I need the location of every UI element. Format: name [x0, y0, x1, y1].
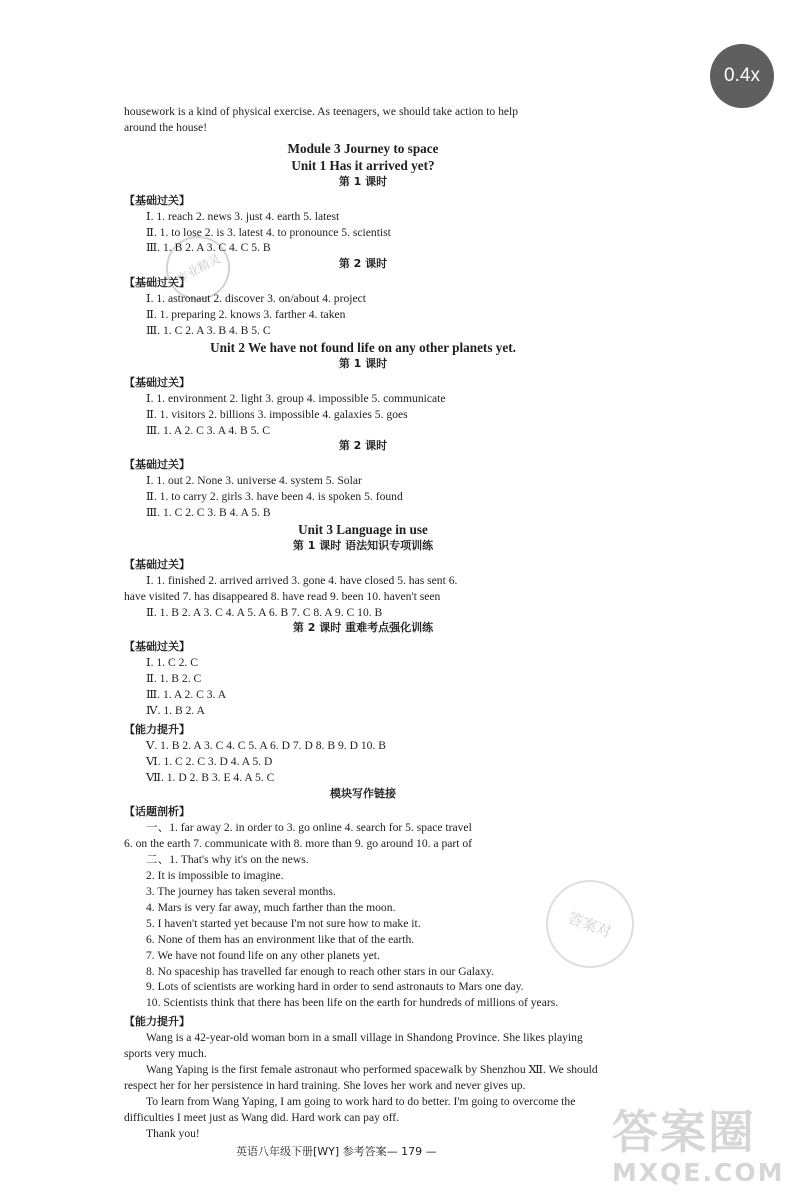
unit3-lesson2-title: 第 2 课时 重难考点强化训练: [292, 621, 434, 635]
answer-line: Ⅱ. 1. to lose 2. is 3. latest 4. to pronounce 5. scientist: [146, 225, 391, 239]
essay-paragraph: Thank you!: [146, 1126, 200, 1140]
answer-line: Ⅰ. 1. reach 2. news 3. just 4. earth 5. latest: [146, 209, 340, 223]
watermark-logo-text: 答案圈: [612, 1105, 756, 1159]
stamp-right-text: 答案对: [565, 908, 615, 941]
sentence-line: 10. Scientists think that there has been life on the earth for hundreds of millions of years.: [146, 996, 559, 1010]
answer-line: Ⅲ. 1. C 2. A 3. B 4. B 5. C: [146, 323, 271, 337]
section-heading: 【基础过关】: [124, 193, 190, 207]
unit1-title: Unit 1 Has it arrived yet?: [291, 157, 435, 173]
answer-line: Ⅲ. 1. A 2. C 3. A: [146, 688, 227, 702]
answer-line-continued: 6. on the earth 7. communicate with 8. more than 9. go around 10. a part of: [124, 837, 473, 851]
sentence-line: 4. Mars is very far away, much farther than the moon.: [146, 900, 396, 914]
sentence-line: 8. No spaceship has travelled far enough to reach other stars in our Galaxy.: [146, 964, 494, 978]
section-heading: 【基础过关】: [124, 640, 190, 654]
essay-paragraph: Wang is a 42-year-old woman born in a small village in Shandong Province. She likes playing sports very much.: [124, 1031, 583, 1061]
page-footer: 英语八年级下册[WY] 参考答案— 179 —: [236, 1145, 437, 1158]
answer-line: Ⅳ. 1. B 2. A: [146, 704, 205, 717]
answer-line: Ⅰ. 1. astronaut 2. discover 3. on/about 4. project: [146, 292, 366, 306]
answer-line: Ⅱ. 1. to carry 2. girls 3. have been 4. is spoken 5. found: [146, 490, 403, 504]
sentence-line: 3. The journey has taken several months.: [146, 884, 336, 898]
sentence-line: 7. We have not found life on any other planets yet.: [146, 948, 380, 962]
answer-line: Ⅲ. 1. A 2. C 3. A 4. B 5. C: [146, 423, 270, 437]
unit1-lesson1-title: 第 1 课时: [338, 174, 388, 188]
essay-paragraph: To learn from Wang Yaping, I am going to work hard to do better. I'm going to overcome the difficulties I meet just as Wang did. Hard work can pay off.: [124, 1094, 576, 1124]
stamp-left-text: 作业精灵: [173, 250, 223, 286]
answer-line: Ⅱ. 1. visitors 2. billions 3. impossible 4. galaxies 5. goes: [146, 407, 408, 421]
zoom-level-badge[interactable]: 0.4x: [710, 44, 774, 108]
sentence-line: 2. It is impossible to imagine.: [146, 869, 284, 883]
answer-line: Ⅴ. 1. B 2. A 3. C 4. C 5. A 6. D 7. D 8. B 9. D 10. B: [146, 738, 386, 752]
answer-line: Ⅱ. 1. B 2. A 3. C 4. A 5. A 6. B 7. C 8. A 9. C 10. B: [146, 605, 383, 619]
answer-page: [124, 104, 602, 1141]
writing-title: 模块写作链接: [330, 786, 396, 800]
essay-paragraph: Wang Yaping is the first female astronaut who performed spacewalk by Shenzhou Ⅻ. We should respect her for her persistence in hard training. She loves her work and never gives up.: [124, 1062, 598, 1092]
intro-line: housework is a kind of physical exercise. As teenagers, we should take action to help: [124, 105, 519, 118]
sentence-line: 5. I haven't started yet because I'm not sure how to make it.: [146, 916, 421, 930]
sentence-line: 6. None of them has an environment like that of the earth.: [146, 932, 415, 946]
intro-line: around the house!: [124, 120, 208, 134]
answer-line: Ⅱ. 1. preparing 2. knows 3. farther 4. taken: [146, 308, 346, 322]
unit2-title: Unit 2 We have not found life on any other planets yet.: [210, 339, 516, 355]
module-title: Module 3 Journey to space: [287, 140, 439, 156]
unit3-lesson1-title: 第 1 课时 语法知识专项训练: [292, 538, 434, 552]
answer-line: Ⅰ. 1. environment 2. light 3. group 4. impossible 5. communicate: [146, 391, 446, 405]
section-heading: 【能力提升】: [124, 722, 190, 736]
section-heading: 【基础过关】: [124, 276, 190, 290]
answer-line: Ⅱ. 1. B 2. C: [146, 672, 202, 686]
sentence-line: 二、1. That's why it's on the news.: [146, 853, 309, 867]
unit2-lesson1-title: 第 1 课时: [338, 356, 388, 370]
section-heading: 【基础过关】: [124, 557, 190, 571]
answer-line: Ⅰ. 1. finished 2. arrived arrived 3. gone 4. have closed 5. has sent 6.: [146, 573, 458, 587]
answer-line: 一、1. far away 2. in order to 3. go online 4. search for 5. space travel: [146, 821, 472, 835]
unit1-lesson2-title: 第 2 课时: [338, 257, 388, 271]
answer-line: Ⅲ. 1. C 2. C 3. B 4. A 5. B: [146, 506, 271, 520]
answer-line: Ⅵ. 1. C 2. C 3. D 4. A 5. D: [146, 754, 273, 768]
section-heading: 【能力提升】: [124, 1015, 190, 1029]
watermark-domain: MXQE.COM: [612, 1158, 785, 1187]
answer-line-continued: have visited 7. has disappeared 8. have read 9. been 10. haven't seen: [124, 589, 441, 603]
site-watermark: [612, 1106, 792, 1198]
unit3-title: Unit 3 Language in use: [298, 521, 428, 537]
sentence-line: 9. Lots of scientists are working hard in order to send astronauts to Mars one day.: [146, 980, 524, 994]
unit2-lesson2-title: 第 2 课时: [338, 439, 388, 453]
answer-line: Ⅲ. 1. B 2. A 3. C 4. C 5. B: [146, 241, 271, 255]
section-heading: 【基础过关】: [124, 375, 190, 389]
section-heading: 【基础过关】: [124, 458, 190, 472]
answer-line: Ⅰ. 1. C 2. C: [146, 656, 198, 670]
answer-line: Ⅰ. 1. out 2. None 3. universe 4. system 5. Solar: [146, 474, 362, 488]
answer-line: Ⅶ. 1. D 2. B 3. E 4. A 5. C: [146, 770, 275, 784]
section-heading: 【话题剖析】: [124, 805, 190, 819]
